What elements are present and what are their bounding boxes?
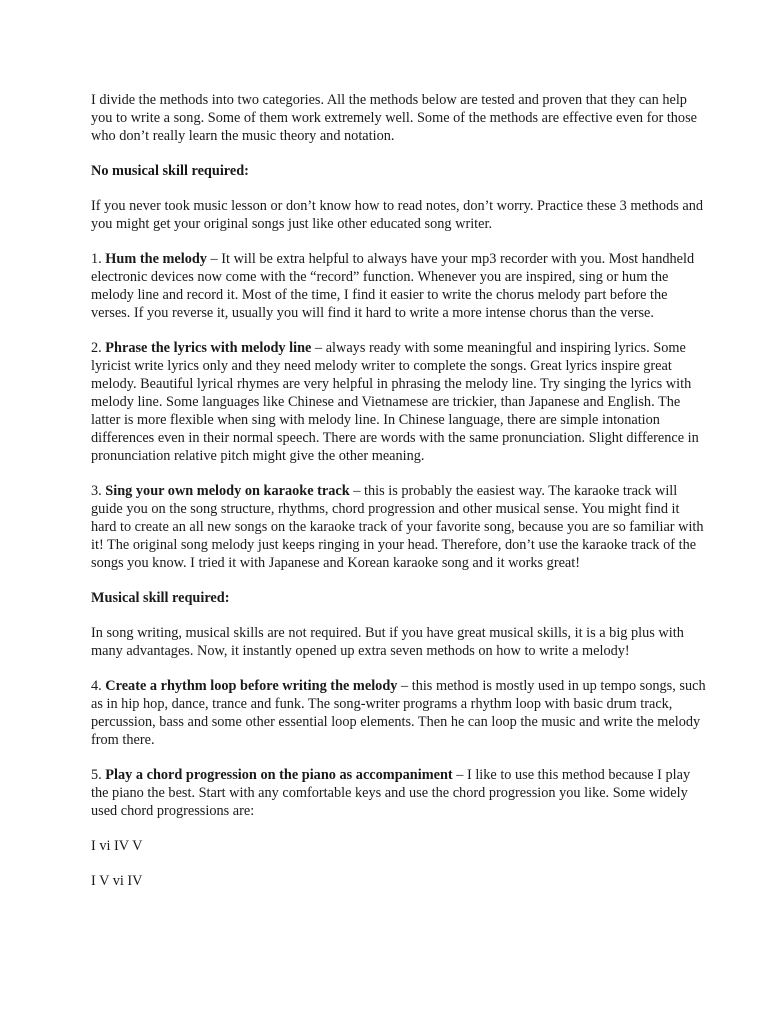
section-intro-skill: In song writing, musical skills are not required. But if you have great musical skills, it is a big plus with many advantages. Now, it instantly opened up extra seven methods on how to write a melody!: [91, 625, 684, 659]
method-3: [91, 482, 708, 572]
intro-paragraph: I divide the methods into two categories. All the methods below are tested and proven that they can help you to write a song. Some of them work extremely well. Some of the methods are effective even for those who don’t really learn the music theory and notation.: [91, 92, 697, 144]
method-2: [91, 339, 708, 465]
section-heading-no-skill: No musical skill required:: [91, 163, 249, 179]
method-title: Play a chord progression on the piano as accompaniment: [105, 767, 453, 783]
method-text: – It will be extra helpful to always have your mp3 recorder with you. Most handheld electronic devices now come with the “record” function. Whenever you are inspired, sing or hum the melody line and record it. Most of the time, I find it easier to write the chorus melody part before the verses. If you reverse it, usually you will find it hard to write a more intense chorus than the verse.: [91, 251, 695, 321]
method-number: 3.: [91, 483, 106, 499]
method-number: 2.: [91, 340, 106, 356]
section-heading-skill: Musical skill required:: [91, 590, 230, 606]
section-intro-no-skill: If you never took music lesson or don’t know how to read notes, don’t worry. Practice these 3 methods and you might get your original songs just like other educated song writer.: [91, 198, 703, 232]
method-title: Sing your own melody on karaoke track: [105, 483, 350, 499]
method-4: [91, 677, 708, 749]
method-text: – this method is mostly used in up tempo songs, such as in hip hop, dance, trance and funk. The song-writer programs a rhythm loop with basic drum track, percussion, bass and some other essential loop elements. Then he can loop the music and write the melody from there.: [91, 678, 706, 748]
method-number: 4.: [91, 678, 106, 694]
method-title: Phrase the lyrics with melody line: [105, 340, 312, 356]
method-text: – I like to use this method because I play the piano the best. Start with any comfortable keys and use the chord progression you like. Some widely used chord progressions are:: [91, 767, 691, 819]
method-title: Create a rhythm loop before writing the melody: [105, 678, 398, 694]
chord-progression: I vi IV V: [91, 838, 143, 854]
method-text: – this is probably the easiest way. The karaoke track will guide you on the song structure, rhythms, chord progression and other musical sense. You might find it hard to create an all new songs on the karaoke track of your favorite song, because you are so familiar with it! The original song melody just keeps ringing in your head. Therefore, don’t use the karaoke track of the songs you know. I tried it with Japanese and Korean karaoke song and it works great!: [91, 483, 704, 571]
method-number: 1.: [91, 251, 106, 267]
method-1: [91, 250, 708, 322]
method-5: [91, 766, 708, 820]
method-text: – always ready with some meaningful and inspiring lyrics. Some lyricist write lyrics only and they need melody writer to complete the songs. Great lyrics inspire great melody. Beautiful lyrical rhymes are very helpful in phrasing the melody line. Try singing the lyrics with melody line. Some languages like Chinese and Vietnamese are trickier, than Japanese and English. The latter is more flexible when sing with melody line. In Chinese language, there are simple intonation differences even in their normal speech. There are words with the same pronunciation. Slight difference in pronunciation relative pitch might give the other meaning.: [91, 340, 699, 464]
chord-progression: I V vi IV: [91, 873, 143, 889]
method-title: Hum the melody: [105, 251, 207, 267]
method-number: 5.: [91, 767, 106, 783]
